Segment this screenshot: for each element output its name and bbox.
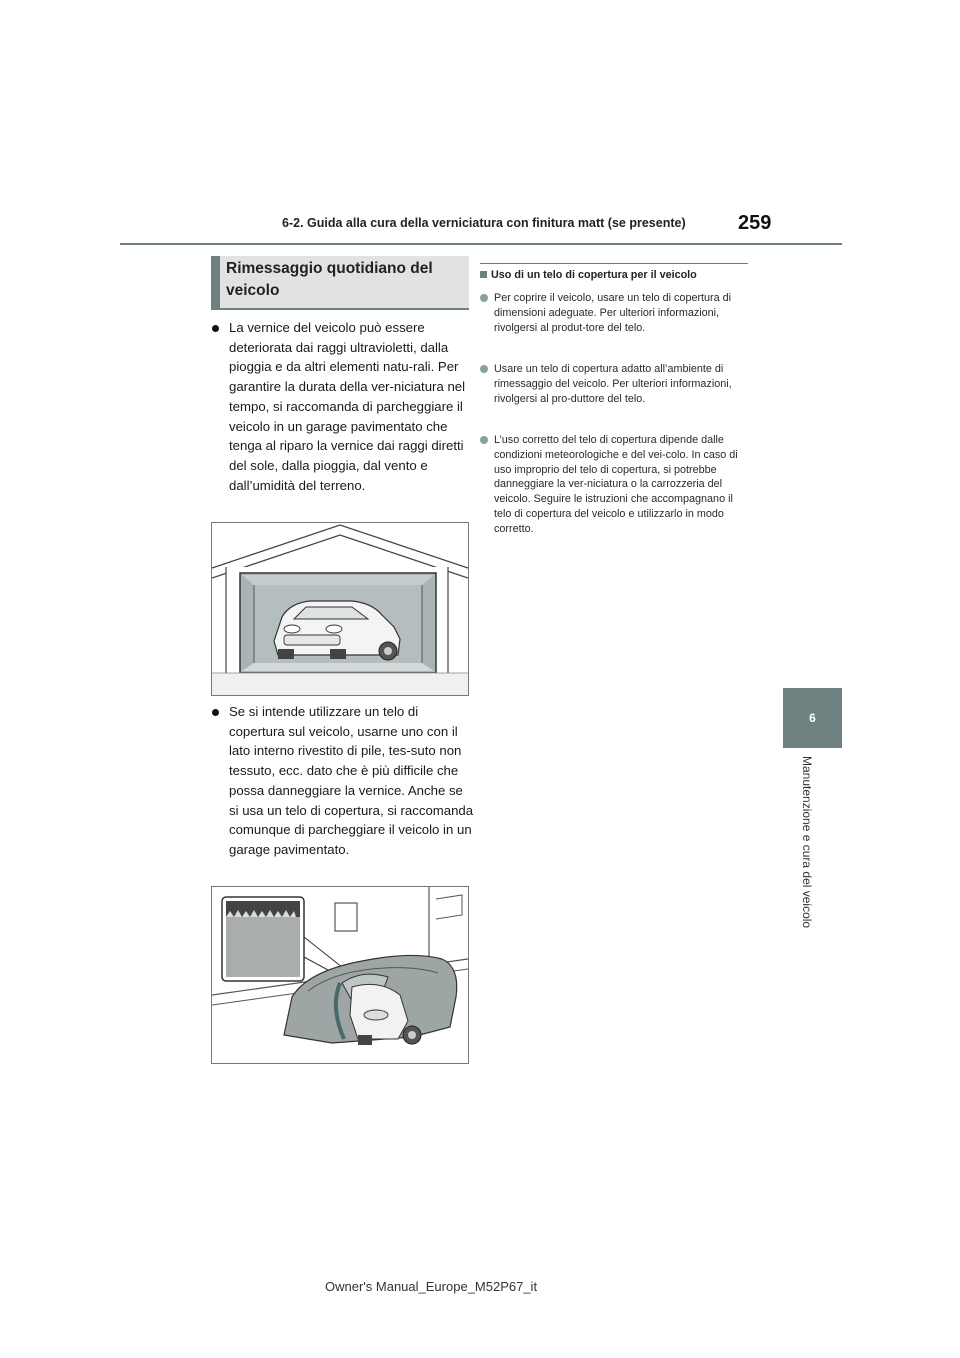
left-bullet-paragraph-1 [212,318,474,495]
bullet-icon [480,365,488,373]
bullet-icon [212,709,219,716]
item-text: Per coprire il veicolo, usare un telo di copertura di dimensioni adeguate. Per ulteriori informazioni, rivolgersi al produt-tore del telo. [494,292,732,334]
bullet-icon [480,436,488,444]
subheading [480,269,760,281]
bullet-icon [480,294,488,302]
chapter-side-label [800,756,824,956]
right-bullet-item-2 [480,362,752,406]
car-cover-illustration [211,886,469,1064]
footer-text: Owner's Manual_Europe_M52P67_it [325,1279,538,1294]
paragraph-text: La vernice del veicolo può essere deteriorata dai raggi ultravioletti, dalla pioggia e da altri elementi natu-rali. Per garantire la durata della ver-niciatura nel tempo, si raccomanda di parcheggiare il veicolo in un garage pavimentato che tenga al riparo la vernice dai raggi diretti del sole, dalla pioggia, dal vento e dall’umidità del terreno. [229,320,466,493]
page-number: 259 [738,212,772,234]
bullet-icon [212,325,219,332]
subheading-text: Uso di un telo di copertura per il veicolo [491,269,697,281]
item-text: Usare un telo di copertura adatto all’ambiente di rimessaggio del veicolo. Per ulteriori informazioni, rivolgersi al pro-duttore del telo. [494,363,732,405]
section-title: Rimessaggio quotidiano del veicolo [226,260,433,299]
right-bullet-item-3 [480,433,752,537]
paragraph-text: Se si intende utilizzare un telo di copertura sul veicolo, usarne uno con il lato interno rivestito di pile, tes-suto non tessuto, ecc. dato che è più difficile che possa danneggiare la vernice. Anche se si usa un telo di copertura, si raccomanda comunque di parcheggiare il veicolo in un garage pavimentato. [229,704,474,857]
item-text: L’uso corretto del telo di copertura dipende dalle condizioni meteorologiche e del vei-colo. In caso di uso improprio del telo di copertura, si potrebbe danneggiare la ver-niciatura o la carrozzeria del veicolo. Seguire le istruzioni che accompagnano il telo di copertura del veicolo e utilizzarlo in modo corretto. [494,434,738,535]
square-bullet-icon [480,271,487,278]
subheading-rule [480,263,748,264]
garage-car-image [212,523,468,695]
chapter-tab [783,688,842,748]
garage-illustration [211,522,469,696]
chapter-label: Manutenzione e cura del veicolo [800,756,814,929]
section-heading-bar [211,256,220,310]
covered-car-image [212,887,468,1063]
running-header: 6-2. Guida alla cura della verniciatura con finitura matt (se presente) [282,216,686,230]
left-bullet-paragraph-2 [212,702,474,860]
chapter-number: 6 [809,711,816,725]
header-divider [120,243,842,245]
right-bullet-item-1 [480,291,752,335]
